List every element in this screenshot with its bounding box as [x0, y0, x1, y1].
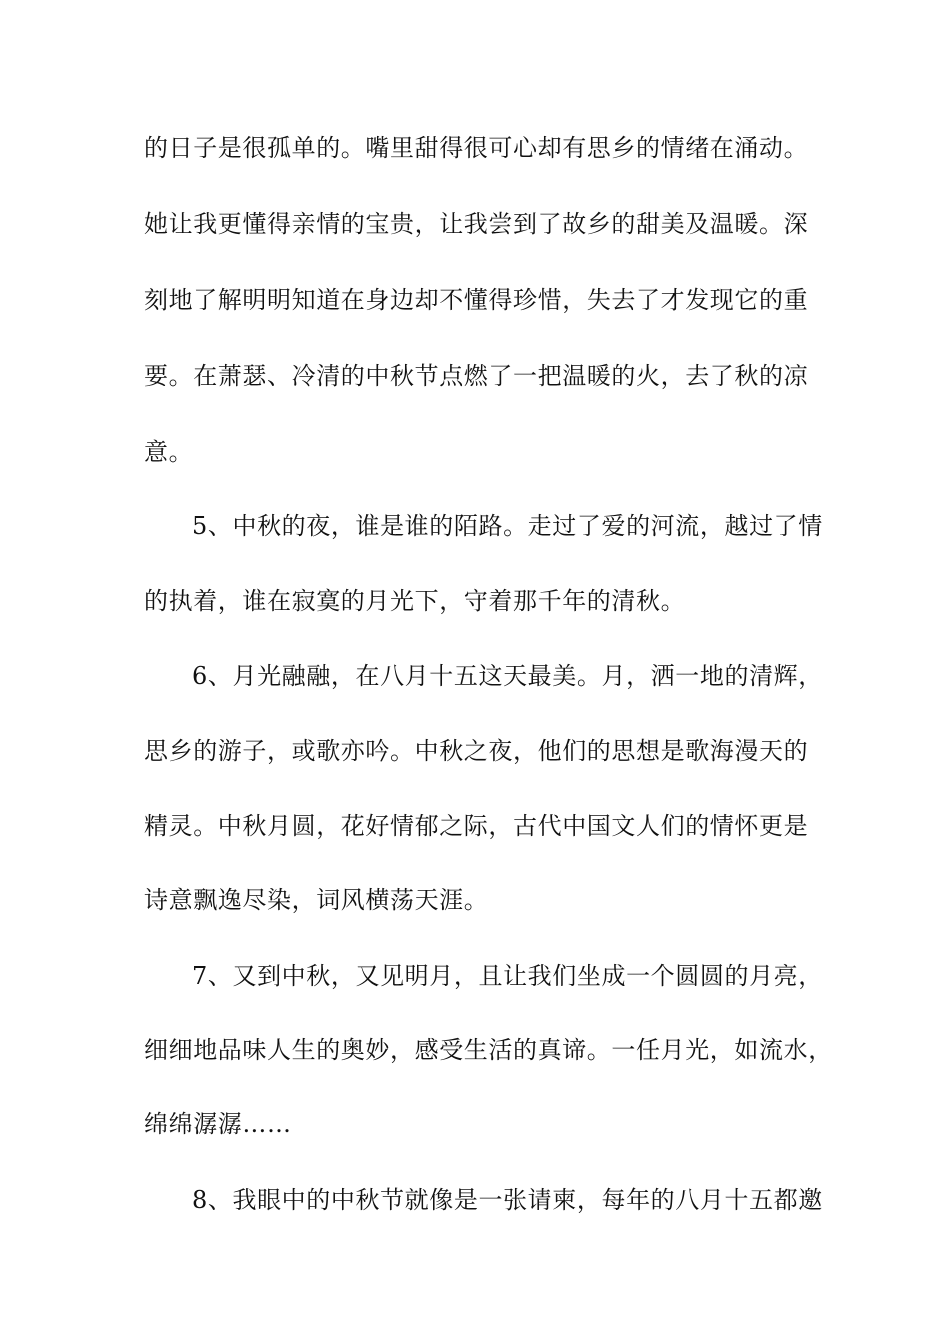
text-line: 要。在萧瑟、冷清的中秋节点燃了一把温暖的火，去了秋的凉 — [144, 362, 809, 390]
paragraph-7-start: 7、又到中秋，又见明月，且让我们坐成一个圆圆的月亮， — [192, 962, 823, 990]
text-line: 的日子是很孤单的。嘴里甜得很可心却有思乡的情绪在涌动。 — [144, 134, 809, 162]
text-line: 细细地品味人生的奥妙，感受生活的真谛。一任月光，如流水， — [144, 1036, 833, 1064]
paragraph-5-start: 5、中秋的夜，谁是谁的陌路。走过了爱的河流，越过了情 — [192, 512, 823, 540]
paragraph-8-start: 8、我眼中的中秋节就像是一张请柬，每年的八月十五都邀 — [192, 1186, 823, 1214]
text-line: 思乡的游子，或歌亦吟。中秋之夜，他们的思想是歌海漫天的 — [144, 737, 809, 765]
paragraph-6-start: 6、月光融融，在八月十五这天最美。月，洒一地的清辉， — [192, 662, 823, 690]
text-line: 刻地了解明明知道在身边却不懂得珍惜，失去了才发现它的重 — [144, 286, 809, 314]
text-line: 诗意飘逸尽染，词风横荡天涯。 — [144, 886, 489, 914]
text-line: 意。 — [144, 438, 194, 466]
text-line: 精灵。中秋月圆，花好情郁之际，古代中国文人们的情怀更是 — [144, 812, 809, 840]
text-line: 她让我更懂得亲情的宝贵，让我尝到了故乡的甜美及温暖。深 — [144, 210, 809, 238]
text-line: 的执着，谁在寂寞的月光下，守着那千年的清秋。 — [144, 587, 686, 615]
text-line: 绵绵潺潺…… — [144, 1110, 292, 1138]
